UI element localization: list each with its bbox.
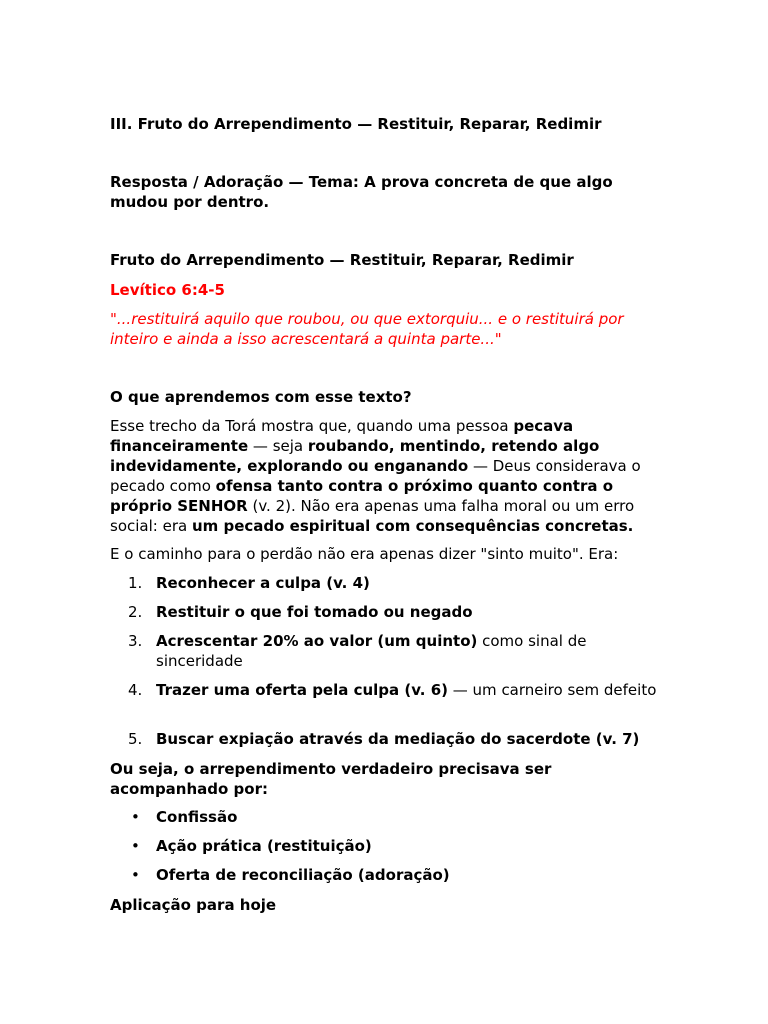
summary-heading: Ou seja, o arrependimento verdadeiro precisava ser acompanhado por: bbox=[110, 760, 552, 798]
bullet-item-text: Confissão bbox=[156, 808, 238, 826]
paragraph-text: (v. 2). Não era apenas uma falha moral ou um erro social: era bbox=[110, 497, 635, 535]
list-item bbox=[110, 865, 658, 885]
bullet-icon: • bbox=[131, 837, 140, 855]
list-item bbox=[110, 573, 658, 593]
list-item-bold: Buscar expiação através da mediação do sacerdote (v. 7) bbox=[156, 730, 640, 748]
fruit-heading: Fruto do Arrependimento — Restituir, Reparar, Redimir bbox=[110, 251, 574, 269]
list-number: 1. bbox=[128, 574, 143, 592]
list-item-text bbox=[156, 680, 658, 700]
paragraph-emphasis: um pecado espiritual com consequências concretas. bbox=[191, 517, 634, 535]
list-number: 2. bbox=[128, 603, 143, 621]
list-item bbox=[110, 807, 658, 827]
list-item-bold: Reconhecer a culpa (v. 4) bbox=[156, 574, 370, 592]
forgiveness-paragraph: E o caminho para o perdão não era apenas dizer "sinto muito". Era: bbox=[110, 545, 619, 563]
list-item-rest: como sinal de sinceridade bbox=[156, 632, 587, 670]
list-item-text bbox=[156, 602, 658, 622]
bullet-item-text: Oferta de reconciliação (adoração) bbox=[156, 866, 450, 884]
list-item-bold: Acrescentar 20% ao valor (um quinto) bbox=[156, 632, 478, 650]
paragraph-emphasis: pecava financeiramente bbox=[110, 417, 574, 455]
list-item-text bbox=[156, 631, 658, 671]
list-number: 5. bbox=[128, 730, 143, 748]
paragraph-emphasis: ofensa tanto contra o próximo quanto contra o próprio SENHOR bbox=[110, 477, 614, 515]
paragraph-text: Esse trecho da Torá mostra que, quando uma pessoa bbox=[110, 417, 514, 435]
list-item bbox=[110, 680, 658, 700]
explanation-paragraph bbox=[110, 416, 658, 536]
bullet-icon: • bbox=[131, 866, 140, 884]
section-heading: III. Fruto do Arrependimento — Restituir, Reparar, Redimir bbox=[110, 115, 602, 133]
learn-heading: O que aprendemos com esse texto? bbox=[110, 388, 412, 406]
bullet-icon: • bbox=[131, 808, 140, 826]
scripture-quote: "...restituirá aquilo que roubou, ou que extorquiu... e o restituirá por inteiro e ainda a isso acrescentará a quinta parte..." bbox=[110, 310, 624, 348]
list-item-rest: — um carneiro sem defeito bbox=[448, 681, 657, 699]
paragraph-emphasis: roubando, mentindo, retendo algo indevidamente, explorando ou enganando bbox=[110, 437, 600, 475]
list-item-text bbox=[156, 573, 658, 593]
list-item-bold: Restituir o que foi tomado ou negado bbox=[156, 603, 473, 621]
list-item bbox=[110, 729, 658, 749]
bullet-item-text: Ação prática (restituição) bbox=[156, 837, 372, 855]
list-number: 3. bbox=[128, 632, 143, 650]
list-item-bold: Trazer uma oferta pela culpa (v. 6) bbox=[156, 681, 449, 699]
scripture-reference: Levítico 6:4-5 bbox=[110, 281, 225, 299]
paragraph-text: — Deus considerava o pecado como bbox=[110, 457, 641, 495]
paragraph-text: — seja bbox=[248, 437, 308, 455]
list-item bbox=[110, 836, 658, 856]
list-number: 4. bbox=[128, 681, 143, 699]
list-item-text bbox=[156, 729, 658, 749]
response-heading: Resposta / Adoração — Tema: A prova concreta de que algo mudou por dentro. bbox=[110, 173, 613, 211]
list-item bbox=[110, 631, 658, 671]
list-item bbox=[110, 602, 658, 622]
application-heading: Aplicação para hoje bbox=[110, 896, 277, 914]
